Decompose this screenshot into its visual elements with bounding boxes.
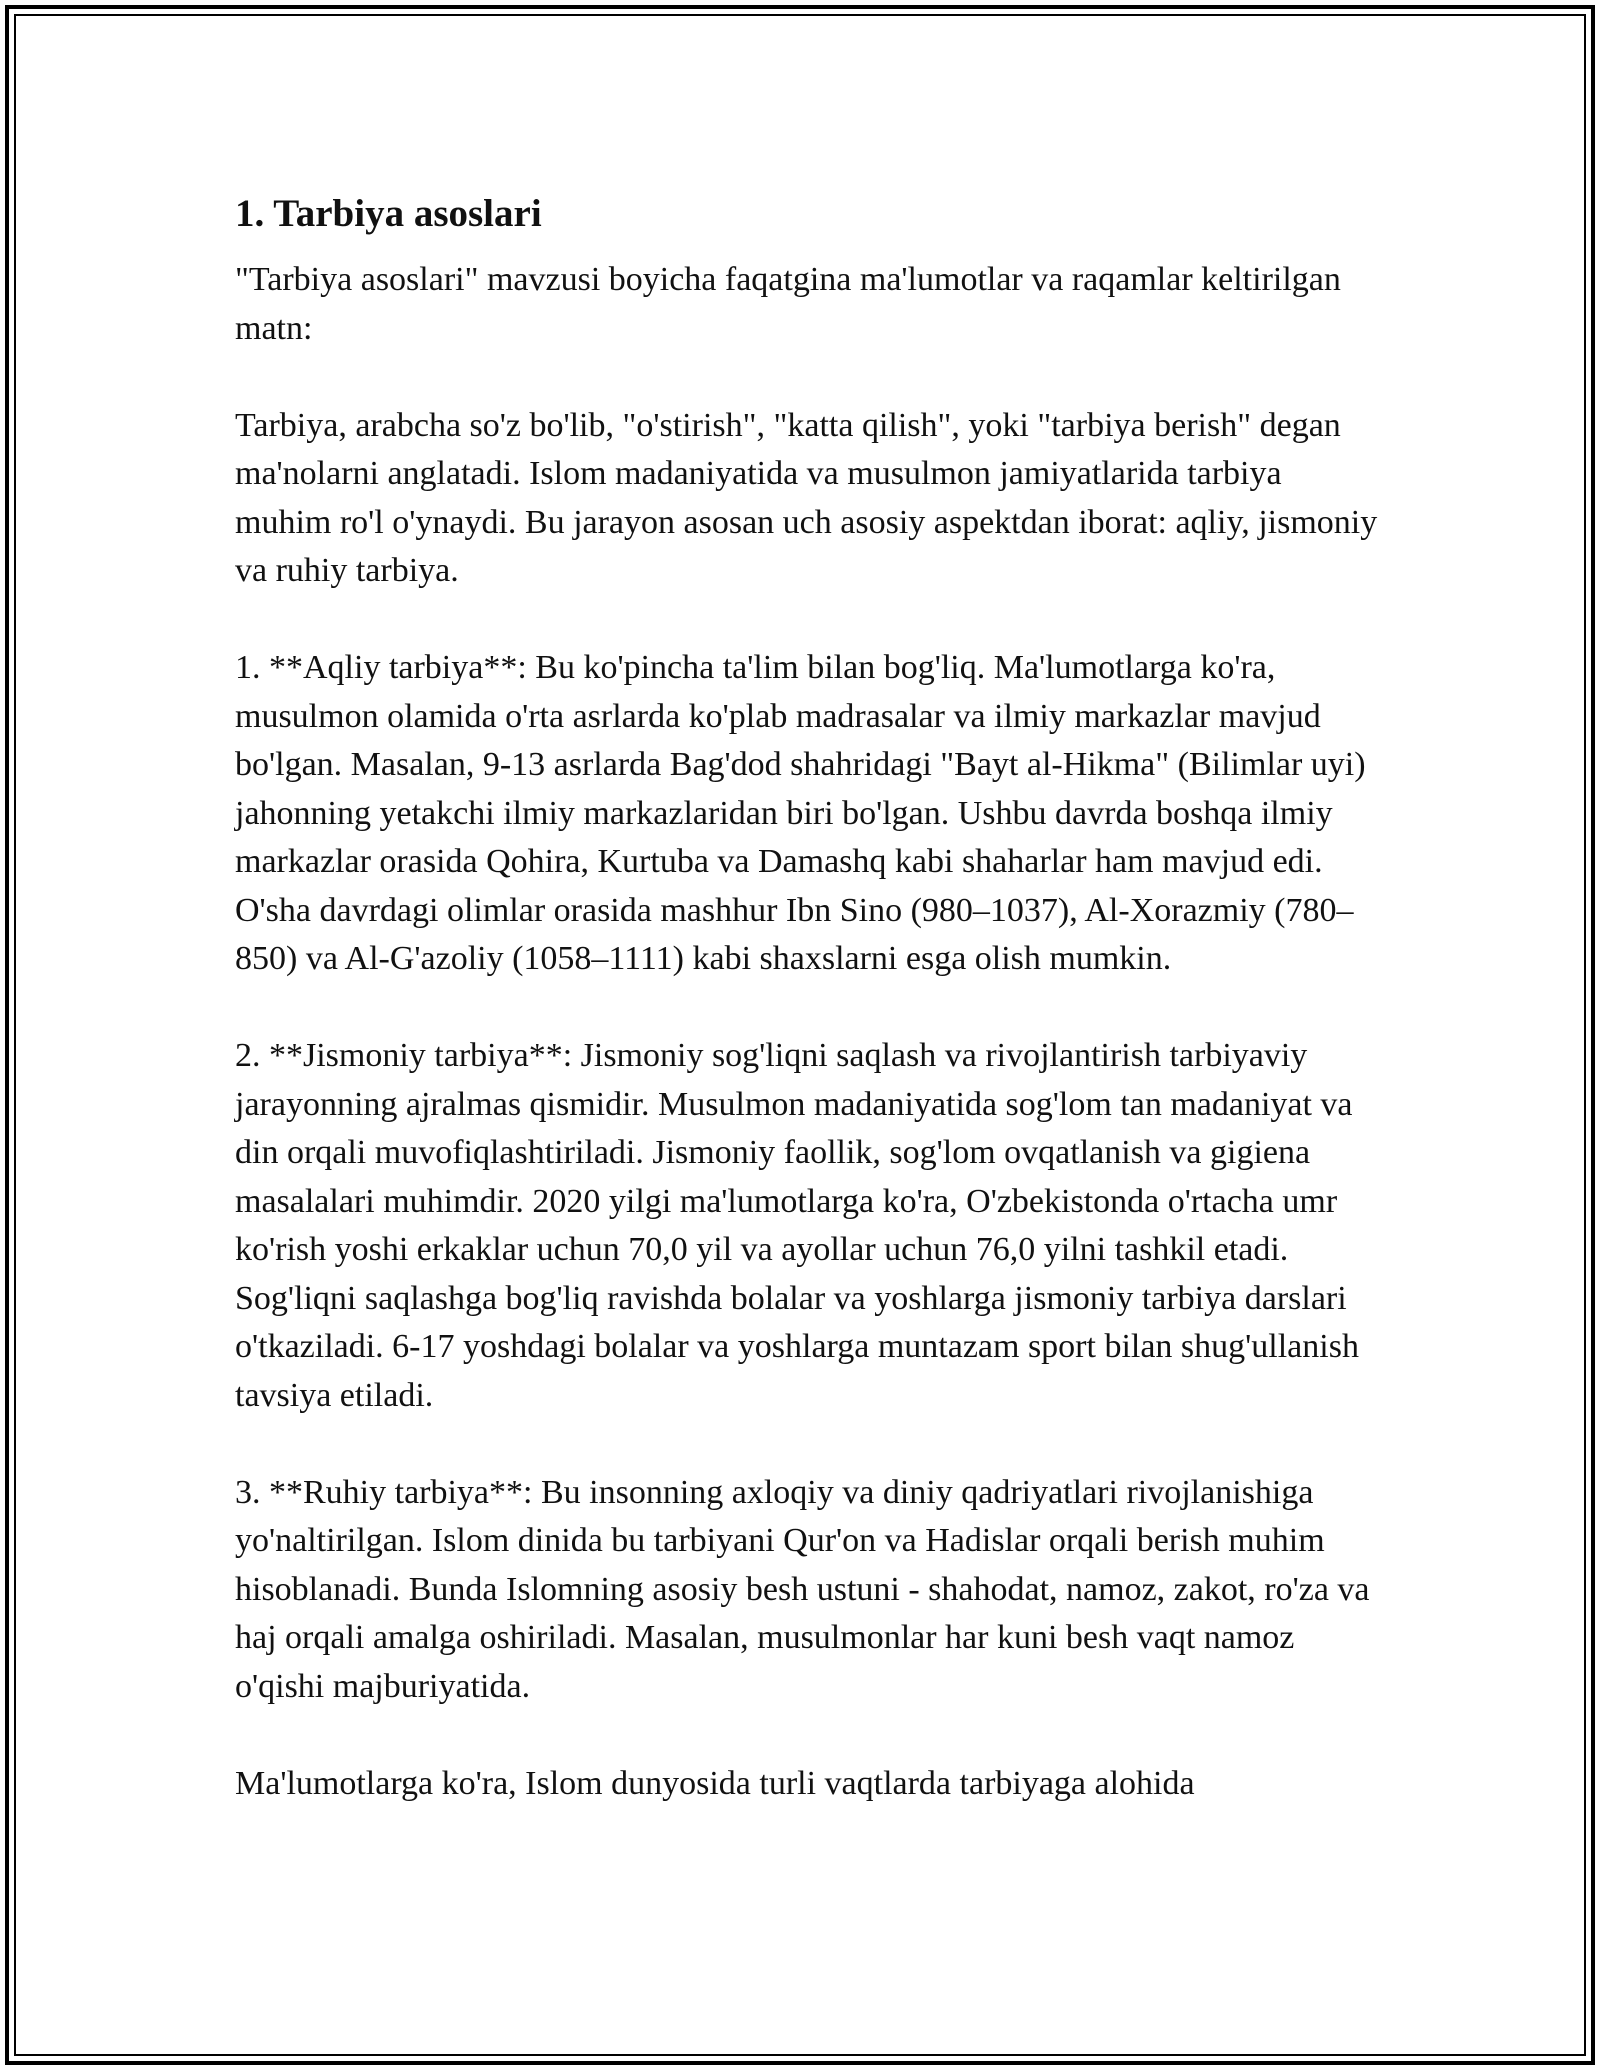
intro-paragraph: "Tarbiya asoslari" mavzusi boyicha faqatgina ma'lumotlar va raqamlar keltirilgan matn: [235,261,1341,347]
document-body [235,186,1385,1808]
section-heading: 1. Tarbiya asoslari [235,192,542,235]
physical-education-paragraph: 2. **Jismoniy tarbiya**: Jismoniy sog'liqni saqlash va rivojlantirish tarbiyaviy jarayonning ajralmas qismidir. Musulmon madaniyatida sog'lom tan madaniyat va din orqali muvofiqlashtiriladi. Jismoniy faollik, sog'lom ovqatlanish va gigiena masalalari muhimdir. 2020 yilgi ma'lumotlarga ko'ra, O'zbekistonda o'rtacha umr ko'rish yoshi erkaklar uchun 70,0 yil va ayollar uchun 76,0 yilni tashkil etadi. Sog'liqni saqlashga bog'liq ravishda bolalar va yoshlarga jismoniy tarbiya darslari o'tkaziladi. 6-17 yoshdagi bolalar va yoshlarga muntazam sport bilan shug'ullanish tavsiya etiladi. [235,1037,1359,1414]
closing-paragraph: Ma'lumotlarga ko'ra, Islom dunyosida turli vaqtlarda tarbiyaga alohida [235,1764,1195,1802]
spiritual-education-paragraph: 3. **Ruhiy tarbiya**: Bu insonning axloqiy va diniy qadriyatlari rivojlanishiga yo'naltirilgan. Islom dinida bu tarbiyani Qur'on va Hadislar orqali berish muhim hisoblanadi. Bunda Islomning asosiy besh ustuni - shahodat, namoz, zakot, ro'za va haj orqali amalga oshiriladi. Masalan, musulmonlar har kuni besh vaqt namoz o'qishi majburiyatida. [235,1473,1370,1705]
definition-paragraph: Tarbiya, arabcha so'z bo'lib, "o'stirish", "katta qilish", yoki "tarbiya berish" degan ma'nolarni anglatadi. Islom madaniyatida va musulmon jamiyatlarida tarbiya muhim ro'l o'ynaydi. Bu jarayon asosan uch asosiy aspektdan iborat: aqliy, jismoniy va ruhiy tarbiya. [235,406,1378,589]
intellectual-education-paragraph: 1. **Aqliy tarbiya**: Bu ko'pincha ta'lim bilan bog'liq. Ma'lumotlarga ko'ra, musulmon olamida o'rta asrlarda ko'plab madrasalar va ilmiy markazlar mavjud bo'lgan. Masalan, 9-13 asrlarda Bag'dod shahridagi "Bayt al-Hikma" (Bilimlar uyi) jahonning yetakchi ilmiy markazlaridan biri bo'lgan. Ushbu davrda boshqa ilmiy markazlar orasida Qohira, Kurtuba va Damashq kabi shaharlar ham mavjud edi. O'sha davrdagi olimlar orasida mashhur Ibn Sino (980–1037), Al-Xorazmiy (780–850) va Al-G'azoliy (1058–1111) kabi shaxslarni esga olish mumkin. [235,649,1366,977]
